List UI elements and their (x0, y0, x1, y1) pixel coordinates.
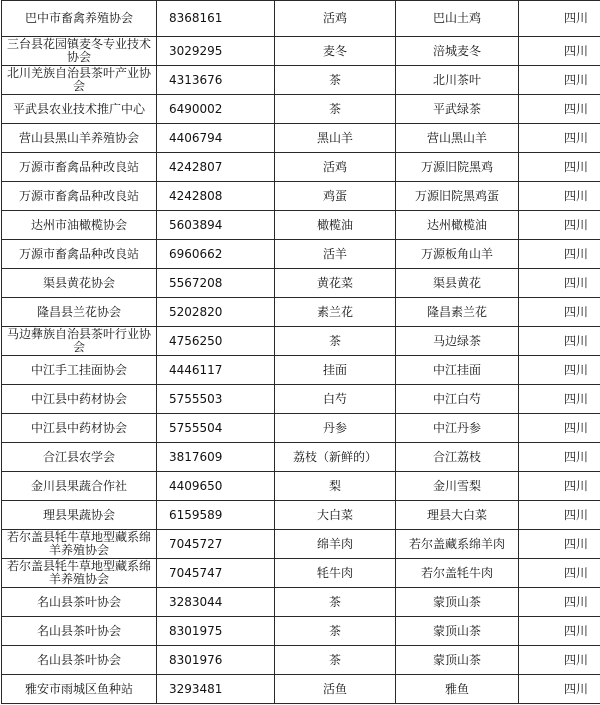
trademark-name-cell: 中江白芍 (396, 385, 519, 414)
trademark-name-cell: 万源旧院黑鸡 (396, 153, 519, 182)
province-cell: 四川 (519, 588, 600, 617)
table-row (2, 356, 600, 385)
registration-number-cell: 4406794 (157, 124, 275, 153)
province-cell: 四川 (519, 559, 600, 588)
registration-number-cell: 3293481 (157, 675, 275, 704)
province-cell: 四川 (519, 124, 600, 153)
province-cell: 四川 (519, 269, 600, 298)
trademark-name-cell: 中江挂面 (396, 356, 519, 385)
table-row (2, 182, 600, 211)
product-cell: 白芍 (275, 385, 396, 414)
table-row (2, 153, 600, 182)
registration-number-cell: 5755503 (157, 385, 275, 414)
association-cell: 名山县茶叶协会 (2, 588, 157, 617)
association-cell: 万源市畜禽品种改良站 (2, 240, 157, 269)
association-cell: 中江县中药材协会 (2, 414, 157, 443)
table-row (2, 646, 600, 675)
trademark-name-cell: 理县大白菜 (396, 501, 519, 530)
table-row (2, 617, 600, 646)
product-cell: 活鱼 (275, 675, 396, 704)
association-cell: 隆昌县兰花协会 (2, 298, 157, 327)
association-cell: 渠县黄花协会 (2, 269, 157, 298)
table-row (2, 385, 600, 414)
registration-number-cell: 3817609 (157, 443, 275, 472)
table-row (2, 269, 600, 298)
table-row (2, 530, 600, 559)
association-cell: 雅安市雨城区鱼种站 (2, 675, 157, 704)
trademark-name-cell: 蒙顶山茶 (396, 588, 519, 617)
table-row (2, 1, 600, 37)
trademark-name-cell: 蒙顶山茶 (396, 646, 519, 675)
registration-number-cell: 5202820 (157, 298, 275, 327)
province-cell: 四川 (519, 501, 600, 530)
registration-number-cell: 8368161 (157, 1, 275, 37)
association-cell: 营山县黑山羊养殖协会 (2, 124, 157, 153)
table-row (2, 327, 600, 356)
association-cell: 金川县果蔬合作社 (2, 472, 157, 501)
association-cell: 平武县农业技术推广中心 (2, 95, 157, 124)
province-cell: 四川 (519, 298, 600, 327)
product-cell: 活鸡 (275, 153, 396, 182)
trademark-name-cell: 隆昌素兰花 (396, 298, 519, 327)
table-row (2, 414, 600, 443)
trademark-name-cell: 中江丹参 (396, 414, 519, 443)
trademark-table (1, 0, 600, 704)
registration-number-cell: 5603894 (157, 211, 275, 240)
province-cell: 四川 (519, 356, 600, 385)
product-cell: 茶 (275, 327, 396, 356)
registration-number-cell: 7045727 (157, 530, 275, 559)
province-cell: 四川 (519, 443, 600, 472)
registration-number-cell: 4242808 (157, 182, 275, 211)
registration-number-cell: 3283044 (157, 588, 275, 617)
province-cell: 四川 (519, 95, 600, 124)
table-row (2, 559, 600, 588)
registration-number-cell: 5755504 (157, 414, 275, 443)
product-cell: 鸡蛋 (275, 182, 396, 211)
province-cell: 四川 (519, 211, 600, 240)
trademark-name-cell: 渠县黄花 (396, 269, 519, 298)
product-cell: 茶 (275, 617, 396, 646)
table-row (2, 675, 600, 704)
trademark-name-cell: 平武绿茶 (396, 95, 519, 124)
association-cell: 若尔盖县牦牛草地型藏系绵羊养殖协会 (2, 559, 157, 588)
association-cell: 万源市畜禽品种改良站 (2, 182, 157, 211)
registration-number-cell: 8301976 (157, 646, 275, 675)
association-cell: 名山县茶叶协会 (2, 646, 157, 675)
registration-number-cell: 4446117 (157, 356, 275, 385)
trademark-name-cell: 万源旧院黑鸡蛋 (396, 182, 519, 211)
province-cell: 四川 (519, 153, 600, 182)
province-cell: 四川 (519, 675, 600, 704)
province-cell: 四川 (519, 617, 600, 646)
product-cell: 茶 (275, 646, 396, 675)
association-cell: 中江手工挂面协会 (2, 356, 157, 385)
product-cell: 大白菜 (275, 501, 396, 530)
table-row (2, 124, 600, 153)
association-cell: 万源市畜禽品种改良站 (2, 153, 157, 182)
registration-number-cell: 4313676 (157, 66, 275, 95)
table-row (2, 588, 600, 617)
association-cell: 合江县农学会 (2, 443, 157, 472)
registration-number-cell: 5567208 (157, 269, 275, 298)
product-cell: 活鸡 (275, 1, 396, 37)
table-row (2, 298, 600, 327)
trademark-name-cell: 达州橄榄油 (396, 211, 519, 240)
table-row (2, 95, 600, 124)
registration-number-cell: 6960662 (157, 240, 275, 269)
table-row (2, 211, 600, 240)
product-cell: 茶 (275, 95, 396, 124)
product-cell: 牦牛肉 (275, 559, 396, 588)
province-cell: 四川 (519, 1, 600, 37)
registration-number-cell: 4409650 (157, 472, 275, 501)
province-cell: 四川 (519, 385, 600, 414)
registration-number-cell: 3029295 (157, 37, 275, 66)
registration-number-cell: 6490002 (157, 95, 275, 124)
trademark-name-cell: 若尔盖藏系绵羊肉 (396, 530, 519, 559)
trademark-name-cell: 金川雪梨 (396, 472, 519, 501)
province-cell: 四川 (519, 530, 600, 559)
association-cell: 北川羌族自治县茶叶产业协会 (2, 66, 157, 95)
association-cell: 三台县花园镇麦冬专业技术协会 (2, 37, 157, 66)
product-cell: 黑山羊 (275, 124, 396, 153)
province-cell: 四川 (519, 472, 600, 501)
table-row (2, 443, 600, 472)
association-cell: 若尔盖县牦牛草地型藏系绵羊养殖协会 (2, 530, 157, 559)
registration-number-cell: 4756250 (157, 327, 275, 356)
province-cell: 四川 (519, 414, 600, 443)
association-cell: 名山县茶叶协会 (2, 617, 157, 646)
registration-number-cell: 4242807 (157, 153, 275, 182)
product-cell: 荔枝（新鲜的） (275, 443, 396, 472)
product-cell: 活羊 (275, 240, 396, 269)
product-cell: 挂面 (275, 356, 396, 385)
table-row (2, 240, 600, 269)
product-cell: 麦冬 (275, 37, 396, 66)
registration-number-cell: 7045747 (157, 559, 275, 588)
province-cell: 四川 (519, 646, 600, 675)
registration-number-cell: 8301975 (157, 617, 275, 646)
table-body (2, 1, 600, 704)
product-cell: 茶 (275, 66, 396, 95)
province-cell: 四川 (519, 37, 600, 66)
province-cell: 四川 (519, 240, 600, 269)
trademark-name-cell: 蒙顶山茶 (396, 617, 519, 646)
trademark-name-cell: 马边绿茶 (396, 327, 519, 356)
province-cell: 四川 (519, 327, 600, 356)
trademark-name-cell: 若尔盖牦牛肉 (396, 559, 519, 588)
trademark-name-cell: 合江荔枝 (396, 443, 519, 472)
product-cell: 橄榄油 (275, 211, 396, 240)
association-cell: 达州市油橄榄协会 (2, 211, 157, 240)
association-cell: 中江县中药材协会 (2, 385, 157, 414)
province-cell: 四川 (519, 66, 600, 95)
table-row (2, 472, 600, 501)
trademark-name-cell: 雅鱼 (396, 675, 519, 704)
product-cell: 绵羊肉 (275, 530, 396, 559)
trademark-name-cell: 涪城麦冬 (396, 37, 519, 66)
registration-number-cell: 6159589 (157, 501, 275, 530)
association-cell: 巴中市畜禽养殖协会 (2, 1, 157, 37)
association-cell: 理县果蔬协会 (2, 501, 157, 530)
product-cell: 茶 (275, 588, 396, 617)
table-row (2, 66, 600, 95)
product-cell: 黄花菜 (275, 269, 396, 298)
trademark-name-cell: 营山黑山羊 (396, 124, 519, 153)
table-row (2, 37, 600, 66)
trademark-name-cell: 巴山土鸡 (396, 1, 519, 37)
province-cell: 四川 (519, 182, 600, 211)
product-cell: 梨 (275, 472, 396, 501)
trademark-name-cell: 万源板角山羊 (396, 240, 519, 269)
table-row (2, 501, 600, 530)
product-cell: 丹参 (275, 414, 396, 443)
trademark-name-cell: 北川茶叶 (396, 66, 519, 95)
product-cell: 素兰花 (275, 298, 396, 327)
association-cell: 马边彝族自治县茶叶行业协会 (2, 327, 157, 356)
